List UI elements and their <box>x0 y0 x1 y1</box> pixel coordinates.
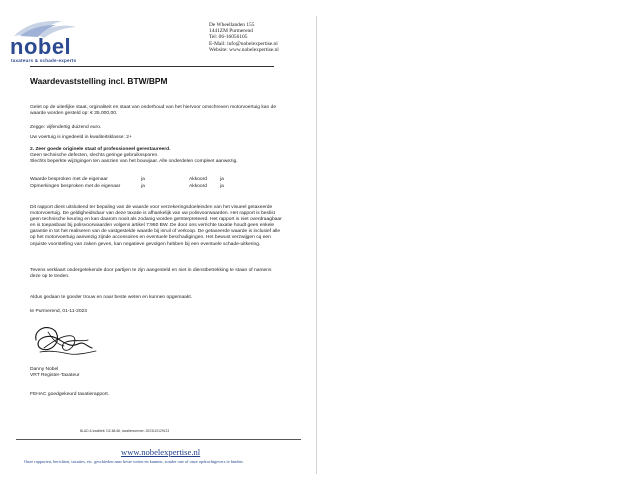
disclaimer-line: motorvoertuig. De geldigheidsduur van deze taxatie is afhankelijk van uw polisvoorwaarden. Het rapport is beslist <box>30 211 275 217</box>
registration-footer: BLAD & kwaliteit: DZ-68-66, taxatienummer: 2023110129123 <box>80 429 170 433</box>
company-address-block <box>209 22 279 53</box>
letterhead-divider <box>30 66 274 67</box>
fehac-line: FEHAC goedgekeurd taxatierapport. <box>30 392 110 397</box>
signer-block <box>30 367 80 379</box>
disclaimer-line: garantie in tot het realiseren van de vastgestelde waarde bij inruil of verkoop. De getaxeerde waarde is inclusief alle <box>30 229 281 235</box>
signer-name: Danny Nobel <box>30 367 59 372</box>
closing-line: Aldus gedaan te goeder trouw en naar beste weten en kunnen opgemaakt. <box>30 295 193 300</box>
valuation-amount-line: waarde worden gesteld op: € 35.000,00. <box>30 111 118 117</box>
company-tagline: taxateurs & schade-experts <box>11 58 77 63</box>
disclaimer-line: Dit rapport dient uitsluitend ter bepaling van de waarde voor verzekeringsdoeleinden van het visueel getaxeerde <box>30 205 273 210</box>
akkoord-label: Akkoord <box>189 177 207 182</box>
footer-divider <box>16 439 301 440</box>
zegge-line: Zegge: vijfendertig duizend euro. <box>30 125 102 130</box>
declaration-line: deze op te treden. <box>30 274 70 280</box>
declaration-line: Tevens verklaart ondergetekende door partijen te zijn aangesteld en niet in dienstbetrekking te staan of namens <box>30 268 272 273</box>
handwritten-signature <box>30 318 102 366</box>
akkoord-answer: ja <box>220 177 224 182</box>
quality-class-line: Uw voertuig is ingedeeld in kwaliteitsklasse: 2+ <box>30 135 132 140</box>
condition-line: Geen technische defecten, slechts geringe gebruikssporen. <box>30 153 159 159</box>
phone-line: Tel: 06-16056105 <box>209 34 248 41</box>
condition-line: Slechts beperkte wijzigingen ten aanzien van het bouwjaar. Alle onderdelen compleet aanwezig. <box>30 159 238 165</box>
company-logo-text: nobel <box>10 34 72 59</box>
valuation-line: Gelet op de uiterlijke staat, orginaliteit en staat van onderhoud van het hiervoor omschreven motorvoertuig kan de <box>30 105 277 110</box>
disclaimer-line: onjuiste voorstelling van zaken geven, kan negatieve gevolgen hebben bij een eventuele schade-uitkering. <box>30 241 261 247</box>
akkoord-label: Akkoord <box>189 184 207 189</box>
disclaimer-line: en is toepasbaar bij polisvoorwaarden volgens artikel 7:960 BW. De door ons verrichte taxatie houdt geen enkele <box>30 223 275 229</box>
disclaimer-line: geen technische keuring en kan daarom nooit als zodanig worden geïnterpreteerd. Het rapport is niet overdraagbaar <box>30 217 282 223</box>
footer-disclaimer: Onze rapporten, berichten, taxaties, etc. geschieden naar beste weten en kunnen, zonder one of onze opdrachtgevers te binden. <box>24 459 244 464</box>
agreement-answer: ja <box>141 177 145 182</box>
akkoord-answer: ja <box>220 184 224 189</box>
email-line: E-Mail: info@nobelexpertise.nl <box>209 40 278 47</box>
agreement-label: Opmerkingen besproken met de eigenaar <box>30 184 121 189</box>
condition-heading: 2. Zeer goede originele staat of professioneel gerestaureerd. <box>30 147 171 152</box>
place-date-line: te Purmerend, 01-11-2023 <box>30 309 88 314</box>
condition-block <box>30 147 238 165</box>
address-line: De Wheellanden 155 <box>209 22 255 28</box>
signer-title: VRT Register-Taxateur <box>30 373 80 379</box>
declaration-paragraph <box>30 268 271 280</box>
agreement-label: Waarde besproken met de eigenaar <box>30 177 108 182</box>
footer-website-link[interactable]: www.nobelexpertise.nl <box>121 447 201 457</box>
disclaimer-paragraph <box>30 205 282 248</box>
address-line: 1441ZM Purmerend <box>209 28 253 35</box>
document-title: Waardevaststelling incl. BTW/BPM <box>30 76 168 86</box>
agreement-answer: ja <box>141 184 145 189</box>
disclaimer-line: op het motorvoertuig aanwezig zijnde accessoires en eventuele beschadigingen. Het bewust verzwijgen cq een <box>30 235 271 241</box>
page-edge-line <box>316 16 317 474</box>
valuation-paragraph <box>30 105 276 117</box>
website-line: Website: www.nobelexpertise.nl <box>209 46 279 53</box>
